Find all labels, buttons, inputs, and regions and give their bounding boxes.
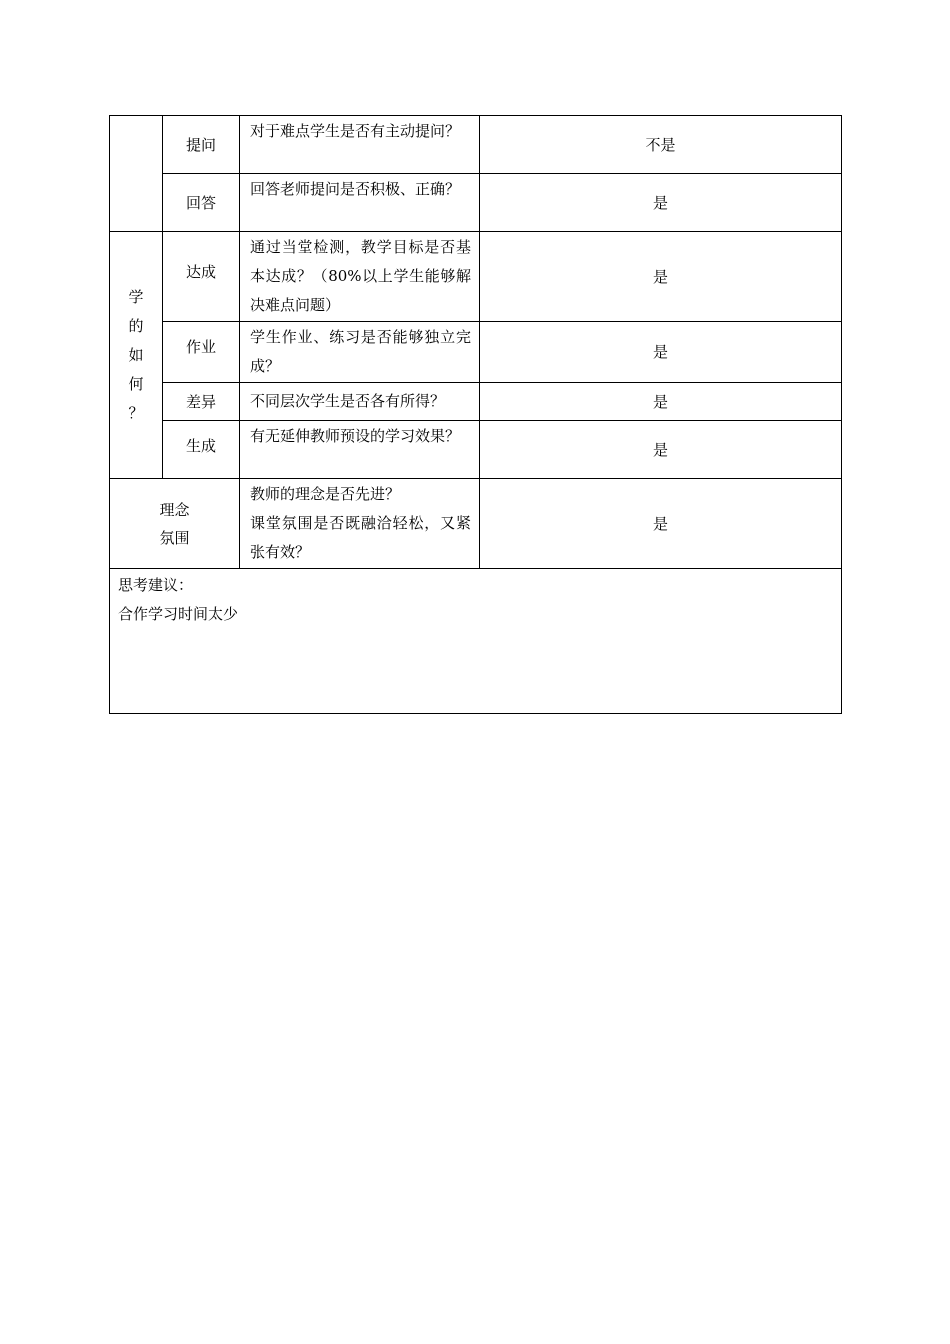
category-char: ？: [128, 403, 144, 422]
category-char: 的: [128, 316, 144, 335]
answer-cell: 是: [480, 322, 842, 383]
table-row: [110, 421, 842, 479]
concept-label-cell: [110, 479, 240, 569]
notes-content: 合作学习时间太少: [118, 605, 239, 623]
question-line: 课堂氛围是否既融洽轻松，又紧张有效？: [250, 514, 471, 561]
category-char: 如: [128, 345, 144, 364]
answer-cell: 是: [480, 232, 842, 322]
question-cell: 有无延伸教师预设的学习效果？: [240, 421, 480, 479]
question-cell: 回答老师提问是否积极、正确？: [240, 174, 480, 232]
category-char: 学: [128, 287, 144, 306]
answer-cell: 不是: [480, 116, 842, 174]
concept-label-line: 理念: [159, 500, 190, 519]
answer-cell: 是: [480, 479, 842, 569]
answer-cell: 是: [480, 421, 842, 479]
question-cell: 通过当堂检测，教学目标是否基本达成？（80%以上学生能够解决难点问题）: [240, 232, 480, 322]
concept-label-line: 氛围: [159, 528, 190, 547]
category-cell-learning: [110, 232, 163, 479]
question-cell: 不同层次学生是否各有所得？: [240, 383, 480, 421]
sub-item-label: 差异: [163, 383, 240, 421]
table-row: [110, 232, 842, 322]
category-cell-empty: [110, 116, 163, 232]
sub-item-label: 提问: [163, 116, 240, 174]
question-cell: 对于难点学生是否有主动提问？: [240, 116, 480, 174]
notes-heading: 思考建议：: [118, 576, 194, 594]
notes-cell: [110, 569, 842, 714]
table-row: [110, 383, 842, 421]
answer-cell: 是: [480, 174, 842, 232]
vertical-category-label: [110, 283, 162, 428]
evaluation-table: [109, 115, 842, 714]
sub-item-label: 达成: [163, 232, 240, 322]
sub-item-label: 回答: [163, 174, 240, 232]
question-cell: [240, 479, 480, 569]
sub-item-label: 生成: [163, 421, 240, 479]
table-row: [110, 174, 842, 232]
table-row: [110, 569, 842, 714]
table-row: [110, 116, 842, 174]
answer-cell: 是: [480, 383, 842, 421]
table-row: [110, 479, 842, 569]
question-cell: 学生作业、练习是否能够独立完成？: [240, 322, 480, 383]
category-char: 何: [128, 374, 144, 393]
question-line: 教师的理念是否先进？: [250, 485, 401, 503]
table-row: [110, 322, 842, 383]
sub-item-label: 作业: [163, 322, 240, 383]
